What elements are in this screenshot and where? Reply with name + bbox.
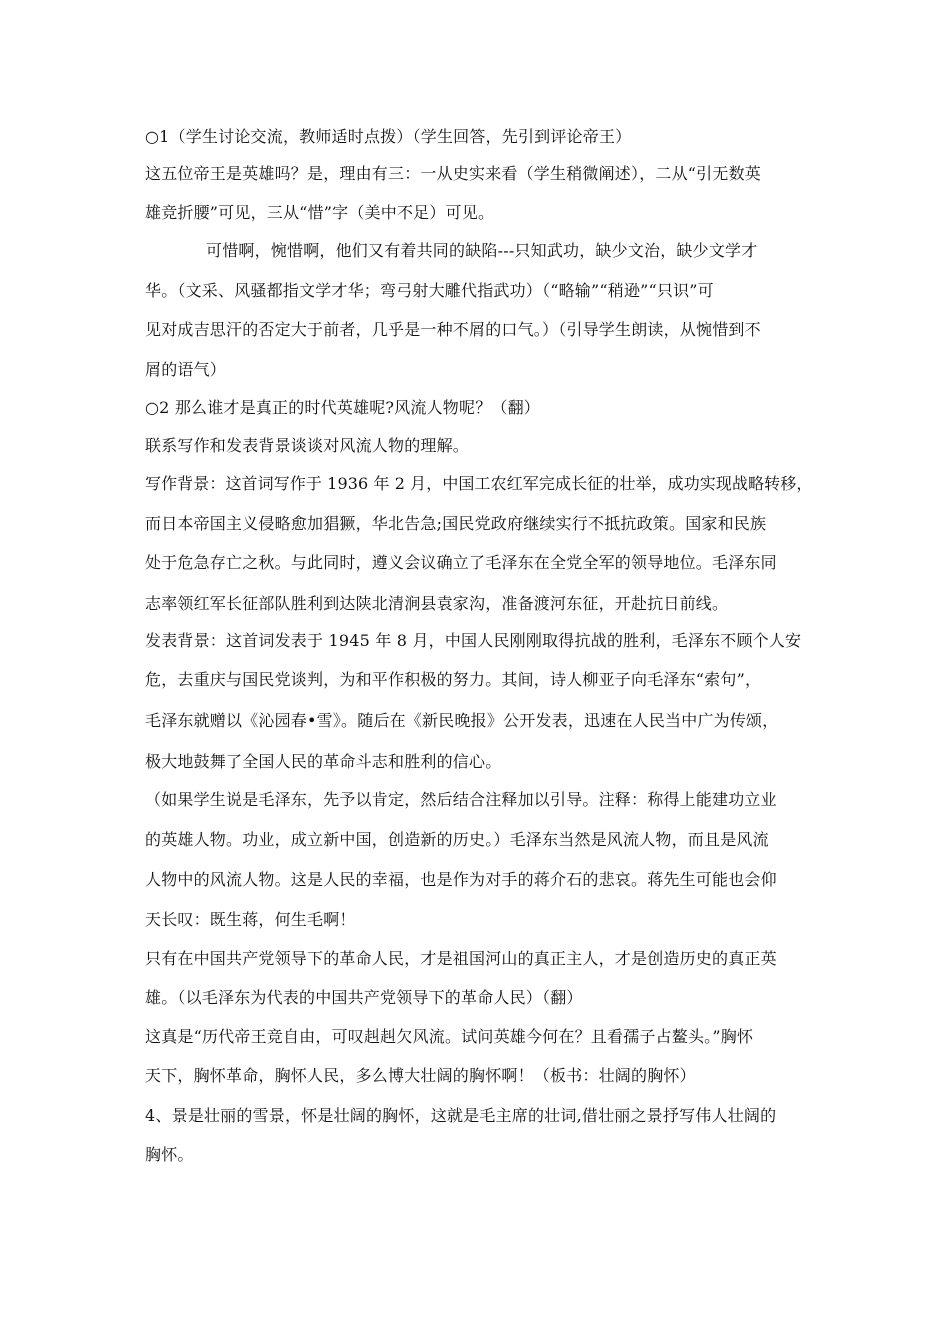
text-line: （如果学生说是毛泽东，先予以肯定，然后结合注释加以引导。注释：称得上能建功立业 [145, 790, 777, 809]
text-line: 雄。（以毛泽东为代表的中国共产党领导下的革命人民）（翻） [145, 988, 583, 1007]
text-line: ○2 那么谁才是真正的时代英雄呢?风流人物呢？（翻） [145, 398, 541, 417]
text-line: 4、景是壮丽的雪景，怀是壮阔的胸怀，这就是毛主席的壮词,借壮丽之景抒写伟人壮阔的 [145, 1106, 777, 1125]
text-line: 极大地鼓舞了全国人民的革命斗志和胜利的信心。 [145, 752, 502, 771]
text-line: 发表背景：这首词发表于 1945 年 8 月，中国人民刚刚取得抗战的胜利，毛泽东不顾个人安 [145, 631, 802, 650]
text-line: 写作背景：这首词写作于 1936 年 2 月，中国工农红军完成长征的壮举，成功实现战略转移， [145, 474, 813, 493]
text-line: 联系写作和发表背景谈谈对风流人物的理解。 [145, 436, 470, 455]
text-line: 天长叹：既生蒋，何生毛啊！ [145, 910, 356, 929]
text-line: 的英雄人物。功业，成立新中国，创造新的历史。）毛泽东当然是风流人物，而且是风流 [145, 830, 769, 849]
text-line: 处于危急存亡之秋。与此同时，遵义会议确立了毛泽东在全党全军的领导地位。毛泽东同 [145, 553, 777, 572]
text-line: 天下，胸怀革命，胸怀人民，多么博大壮阔的胸怀啊！（板书：壮阔的胸怀） [145, 1066, 696, 1085]
text-line: 华。（文采、风骚都指文学才华；弯弓射大雕代指武功）（“略输”“稍逊”“只识”可 [145, 281, 714, 300]
text-line: 屑的语气） [145, 360, 227, 379]
text-line: 这真是“历代帝王竞自由，可叹赳赳欠风流。试问英雄今何在？且看孺子占鳌头。”胸怀 [145, 1027, 754, 1046]
text-line: 胸怀。 [145, 1145, 194, 1164]
text-line: 这五位帝王是英雄吗？是，理由有三：一从史实来看（学生稍微阐述），二从“引无数英 [145, 164, 761, 183]
text-line: 只有在中国共产党领导下的革命人民，才是祖国河山的真正主人，才是创造历史的真正英 [145, 949, 777, 968]
text-line: 雄竞折腰”可见，三从“惜”字（美中不足）可见。 [145, 203, 495, 222]
text-line: 人物中的风流人物。这是人民的幸福，也是作为对手的蒋介石的悲哀。蒋先生可能也会仰 [145, 870, 777, 889]
text-line: 可惜啊，惋惜啊，他们又有着共同的缺陷---只知武功，缺少文治，缺少文学才 [206, 241, 758, 260]
text-line: ○1（学生讨论交流，教师适时点拨）（学生回答，先引到评论帝王） [145, 127, 632, 146]
text-line: 志率领红军长征部队胜利到达陕北清涧县袁家沟，准备渡河东征，开赴抗日前线。 [145, 594, 729, 613]
text-line: 而日本帝国主义侵略愈加猖獗，华北告急;国民党政府继续实行不抵抗政策。国家和民族 [145, 514, 767, 533]
text-line: 见对成吉思汗的否定大于前者，几乎是一种不屑的口气。）（引导学生朗读，从惋惜到不 [145, 320, 761, 339]
text-line: 毛泽东就赠以《沁园春•雪》。随后在《新民晚报》公开发表，迅速在人民当中广为传颂， [145, 711, 779, 730]
text-line: 危，去重庆与国民党谈判，为和平作积极的努力。其间，诗人柳亚子向毛泽东“索句”， [145, 670, 762, 689]
